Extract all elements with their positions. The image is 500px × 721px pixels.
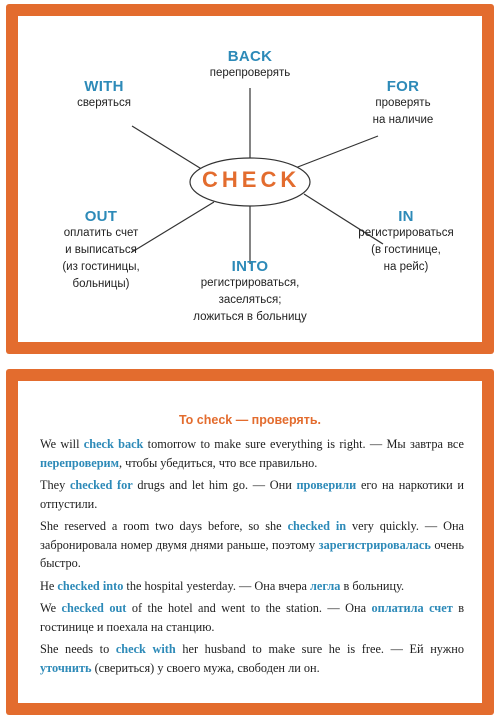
example-check-in: She reserved a room two days before, so she checked in very quickly. — Она забронировала номер двумя днями раньше, поэтому зарегистрировалась очень быстро. (40, 519, 464, 570)
example-check-back: We will check back tomorrow to make sure everything is right. — Мы завтра все перепроверим, чтобы убедиться, что все правильно. (40, 437, 465, 470)
translation-back: перепроверять (209, 67, 291, 79)
example-check-for: They checked for drugs and let him go. — Они проверили его на наркотики и отпустили. (40, 478, 465, 511)
line-for (290, 136, 378, 170)
center-word: CHECK (202, 167, 301, 192)
example-check-into: He checked into the hospital yesterday. — Она вчера легла в больницу. (40, 578, 405, 593)
examples-card (18, 381, 482, 703)
keyword-in: IN (398, 208, 414, 225)
example-check-with: She needs to check with her husband to make sure he is free. — Ей нужно уточнить (свериться) у своего мужа, свободен ли он. (40, 642, 464, 675)
translation-out: оплатить счет и выписаться (из гостиницы, больницы) (62, 227, 140, 290)
examples-body (40, 435, 464, 681)
keyword-out: OUT (84, 208, 118, 225)
node-for (348, 78, 458, 129)
translation-into: регистрироваться, заселяться; ложиться в больницу (193, 277, 307, 323)
line-with (132, 126, 208, 173)
node-out (46, 208, 156, 293)
translation-for: проверять на наличие (372, 97, 434, 126)
keyword-back: BACK (227, 48, 273, 65)
example-check-out: We checked out of the hotel and went to the station. — Она оплатила счет в гостинице и поехала на станцию. (40, 601, 465, 634)
node-into (178, 258, 322, 326)
node-with (54, 78, 154, 112)
examples-title: To check — проверять. (178, 413, 322, 427)
keyword-with: WITH (84, 78, 124, 95)
diagram-card-frame (6, 4, 494, 354)
keyword-into: INTO (231, 258, 269, 275)
keyword-for: FOR (386, 78, 420, 95)
node-back (200, 48, 300, 82)
translation-with: сверяться (77, 97, 131, 109)
diagram-card (18, 16, 482, 342)
examples-card-frame (6, 369, 494, 715)
node-in (338, 208, 474, 276)
translation-in: регистрироваться (в гостинице, на рейс) (358, 227, 454, 273)
